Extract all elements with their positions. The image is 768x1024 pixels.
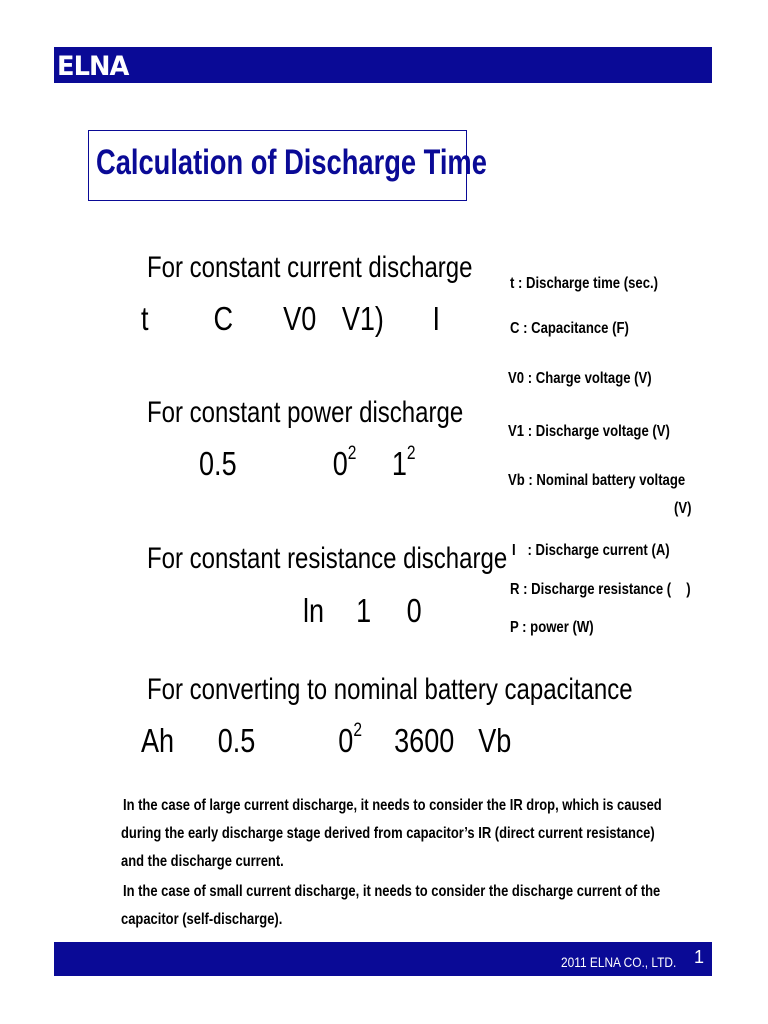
formula-exponent: 2 — [406, 443, 416, 464]
formula-term: ln — [303, 592, 325, 629]
formula-term: 1 — [356, 592, 372, 629]
legend-desc: : Discharge current (A) — [527, 542, 670, 559]
formula-term: V0 — [283, 300, 317, 337]
formula-constant-current — [141, 300, 440, 338]
formula-term: t — [141, 300, 149, 337]
formula-term: 0 — [332, 445, 348, 482]
formula-term: 0.5 — [217, 722, 256, 759]
legend-desc: : Discharge time (sec.) — [518, 275, 659, 292]
legend-desc: : Capacitance (F) — [523, 320, 629, 337]
formula-term: Vb — [478, 722, 512, 759]
formula-term: 0.5 — [199, 445, 237, 482]
legend-symbol: V0 — [508, 370, 525, 387]
formula-term: I — [432, 300, 440, 337]
legend-item-i — [512, 542, 670, 560]
legend-item-r — [510, 581, 691, 599]
formula-term: V1) — [341, 300, 384, 337]
formula-term: 1 — [391, 445, 407, 482]
note-line: In the case of small current discharge, it needs to consider the discharge current of the — [123, 883, 661, 900]
formula-battery-capacitance — [141, 722, 511, 760]
footer-copyright: 2011 ELNA CO., LTD. — [561, 954, 677, 970]
note-line: capacitor (self-discharge). — [121, 911, 283, 928]
page-number: 1 — [694, 947, 705, 967]
legend-symbol: V1 — [508, 423, 525, 440]
section-heading-constant-power: For constant power discharge — [147, 396, 464, 429]
legend-symbol: I — [512, 542, 516, 559]
header-bar — [54, 47, 712, 83]
legend-desc-end: ) — [686, 581, 691, 598]
note-line: In the case of large current discharge, it needs to consider the IR drop, which is caused — [123, 797, 662, 814]
legend-desc: : Charge voltage (V) — [527, 370, 652, 387]
legend-symbol: Vb — [508, 472, 525, 489]
legend-item-t — [510, 275, 658, 293]
legend-symbol: R — [510, 581, 520, 598]
formula-term: Ah — [141, 722, 175, 759]
formula-term: C — [213, 300, 233, 337]
section-heading-constant-resistance: For constant resistance discharge — [147, 542, 508, 575]
legend-item-v0 — [508, 370, 652, 388]
formula-term: 0 — [406, 592, 422, 629]
formula-exponent: 2 — [353, 720, 363, 741]
formula-term: 3600 — [394, 722, 455, 759]
section-heading-battery-capacitance: For converting to nominal battery capacitance — [147, 673, 633, 706]
formula-term: 0 — [338, 722, 354, 759]
note-line: and the discharge current. — [121, 853, 284, 870]
formula-exponent: 2 — [347, 443, 357, 464]
legend-symbol: t — [510, 275, 515, 292]
legend-item-vb — [508, 472, 685, 490]
legend-desc: : power (W) — [522, 619, 594, 636]
legend-desc: : Discharge resistance ( — [523, 581, 672, 598]
legend-item-vb-unit: (V) — [674, 500, 692, 517]
note-line: during the early discharge stage derived from capacitor’s IR (direct current resistance) — [121, 825, 655, 842]
legend-item-v1 — [508, 423, 670, 441]
formula-constant-resistance — [303, 592, 422, 630]
legend-item-p — [510, 619, 594, 637]
elna-logo: ELNA — [57, 51, 129, 82]
formula-constant-power — [199, 445, 416, 483]
legend-symbol: C — [510, 320, 520, 337]
legend-desc: : Discharge voltage (V) — [527, 423, 670, 440]
legend-item-c — [510, 320, 629, 338]
page-title: Calculation of Discharge Time — [96, 143, 487, 182]
section-heading-constant-current: For constant current discharge — [147, 251, 473, 284]
legend-desc: : Nominal battery voltage — [528, 472, 686, 489]
legend-symbol: P — [510, 619, 519, 636]
